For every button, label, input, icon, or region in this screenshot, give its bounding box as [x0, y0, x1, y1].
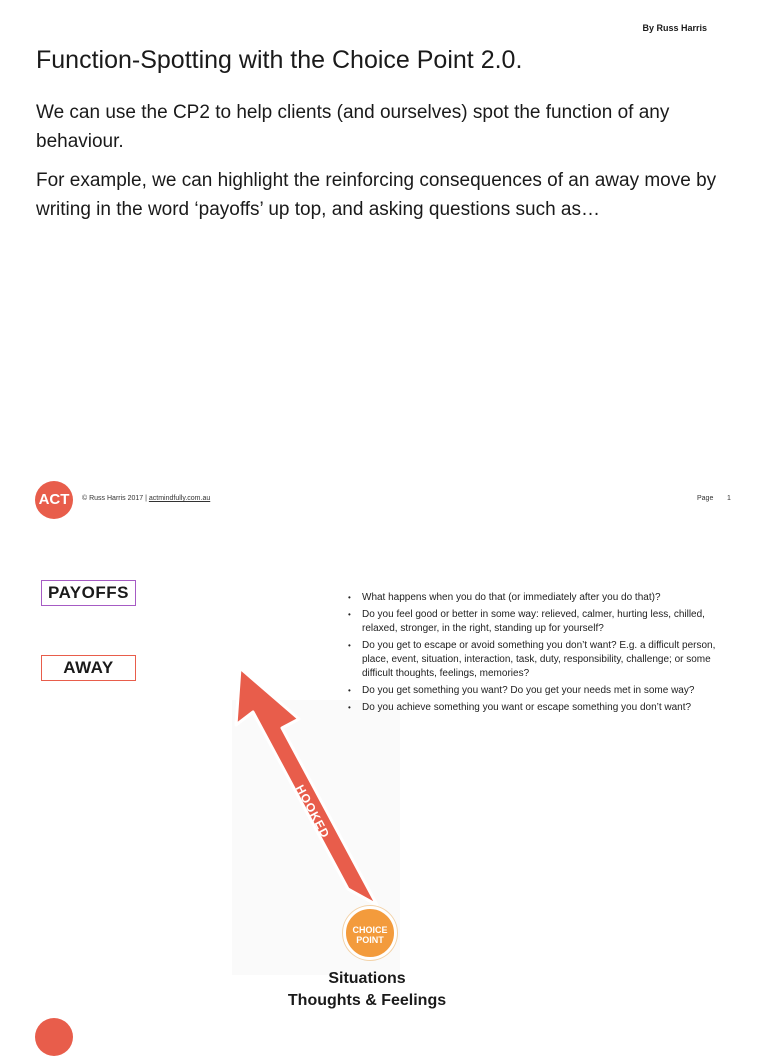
situations-line: Situations [328, 970, 406, 987]
list-item: • Do you feel good or better in some way: relieved, calmer, hurting less, chilled, relaxed, stronger, in the right, standing up for yourself? [348, 608, 738, 636]
act-logo: ACT [35, 481, 73, 519]
example-paragraph: For example, we can highlight the reinforcing consequences of an away move by writing in the word ‘payoffs’ up top, and asking questions such as… [36, 170, 717, 220]
page-title: Function-Spotting with the Choice Point 2.0. [36, 46, 523, 74]
byline: By Russ Harris [642, 23, 707, 33]
situations-caption [260, 968, 474, 1012]
intro-paragraph: We can use the CP2 to help clients (and ourselves) spot the function of any behaviour. [36, 102, 670, 152]
copyright-text: © Russ Harris 2017 | [82, 495, 149, 502]
list-item: • Do you get to escape or avoid something you don’t want? E.g. a difficult person, place, event, situation, interaction, task, duty, responsibility, challenge; or some difficult thoughts, feelings, memories? [348, 639, 738, 681]
page-label: Page [697, 495, 714, 502]
list-item: • Do you get something you want? Do you get your needs met in some way? [348, 684, 738, 698]
list-item: • Do you achieve something you want or escape something you don’t want? [348, 701, 738, 715]
choice-point-line-2: POINT [356, 935, 384, 945]
hooked-label: HOOKED [292, 782, 333, 841]
payoff-questions-list [348, 591, 738, 718]
thoughts-feelings-line: Thoughts & Feelings [287, 992, 447, 1009]
away-label-box: AWAY [41, 655, 136, 681]
page-number: 1 [727, 495, 731, 502]
list-item: • What happens when you do that (or immediately after you do that)? [348, 591, 738, 605]
choice-point-circle [343, 906, 397, 960]
website-link[interactable]: actmindfully.com.au [148, 495, 211, 502]
payoffs-label-box: PAYOFFS [41, 580, 136, 606]
choice-point-line-1: CHOICE [352, 925, 388, 935]
